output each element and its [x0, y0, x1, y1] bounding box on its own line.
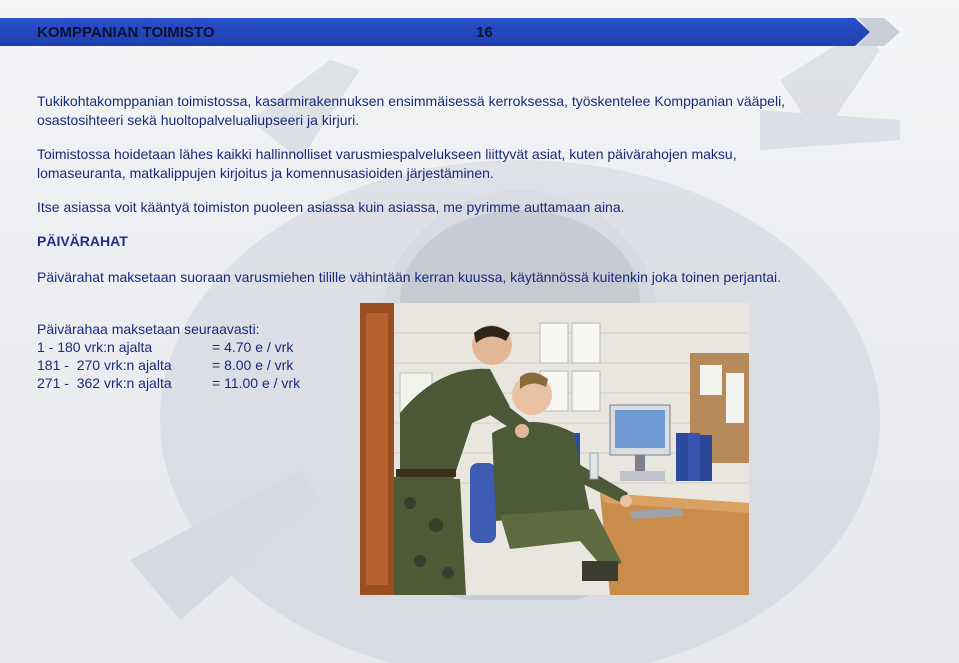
page-title: KOMPPANIAN TOIMISTO [37, 24, 215, 41]
rate-amount: = 8.00 e / vrk [212, 357, 294, 373]
rate-amount: = 4.70 e / vrk [212, 339, 294, 355]
rates-intro: Päivärahaa maksetaan seuraavasti: [37, 321, 260, 337]
section-heading: PÄIVÄRAHAT [37, 233, 128, 249]
rate-amount: = 11.00 e / vrk [212, 375, 301, 391]
rate-range: 181 - 270 vrk:n ajalta [37, 357, 172, 373]
tasks-paragraph: Toimistossa hoidetaan lähes kaikki hallinnolliset varusmiespalvelukseen liittyvät asiat, kuten päivärahojen maksu, lomaseuranta, matkalippujen kirjoitus ja komennusasioiden järjestäminen. [37, 146, 737, 181]
page-number: 16 [476, 24, 493, 41]
intro-paragraph: Tukikohtakomppanian toimistossa, kasarmirakennuksen ensimmäisessä kerroksessa, työskentelee Komppanian vääpeli, osastosihteeri sekä huoltopalvelualiupseeri ja kirjuri. [37, 93, 786, 128]
rate-range: 1 - 180 vrk:n ajalta [37, 339, 153, 355]
office-photo [360, 303, 749, 595]
help-paragraph: Itse asiassa voit kääntyä toimiston puoleen asiassa kuin asiassa, me pyrimme auttamaan aina. [37, 199, 625, 215]
payment-paragraph: Päivärahat maksetaan suoraan varusmiehen tilille vähintään kerran kuussa, käytännössä kuitenkin joka toinen perjantai. [37, 269, 781, 285]
rate-range: 271 - 362 vrk:n ajalta [37, 375, 172, 391]
